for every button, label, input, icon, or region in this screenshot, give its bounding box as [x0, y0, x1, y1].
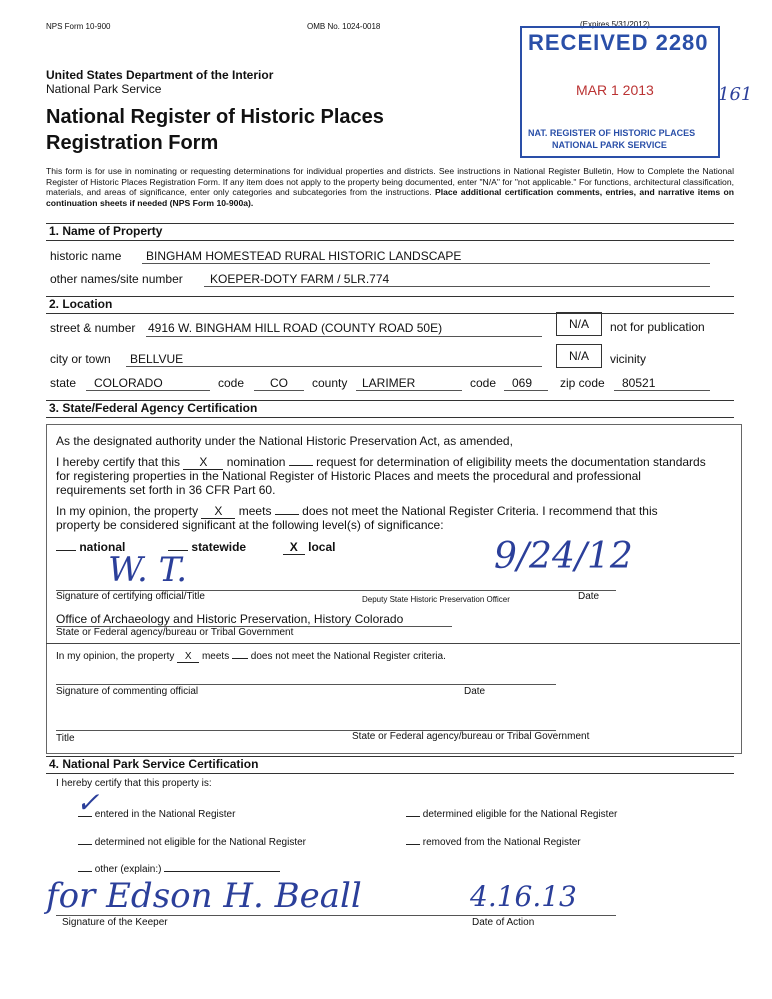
signature-title-label: Signature of certifying official/Title	[56, 591, 205, 602]
section-1-header: 1. Name of Property	[46, 223, 734, 241]
authority-text: As the designated authority under the National Historic Preservation Act, as amended,	[56, 434, 513, 448]
section-2-header: 2. Location	[46, 296, 734, 314]
action-date-hand: 4.16.13	[470, 880, 577, 913]
street-value: 4916 W. BINGHAM HILL ROAD (COUNTY ROAD 50E)	[148, 321, 443, 335]
commenting-signature-label: Signature of commenting official	[56, 686, 199, 697]
other-names-value: KOEPER-DOTY FARM / 5LR.774	[210, 272, 390, 286]
opinion-line-1: In my opinion, the property X meets does not meet the National Register Criteria. I recommend that this	[56, 504, 658, 518]
historic-name-label: historic name	[50, 249, 122, 263]
keeper-signature-label: Signature of the Keeper	[62, 917, 168, 928]
code-label: code	[218, 376, 245, 390]
state-label: state	[50, 376, 77, 390]
agency-label: State or Federal agency/bureau or Tribal Government	[56, 627, 294, 638]
county-code-label: code	[470, 376, 497, 390]
nps-certify-text: I hereby certify that this property is:	[56, 778, 212, 789]
certifying-date-hand: 9/24/12	[494, 536, 633, 577]
zip-value: 80521	[622, 376, 656, 390]
zip-line	[614, 390, 710, 391]
option-removed[interactable]: removed from the National Register	[406, 837, 581, 848]
title-label: Title	[56, 733, 75, 744]
option-entered[interactable]: entered in the National Register	[78, 809, 235, 820]
certify-line-1: I hereby certify that this X nomination request for determination of eligibility meets the documentation standards	[56, 455, 706, 469]
office-name: Office of Archaeology and Historic Preservation, History Colorado	[56, 612, 404, 626]
state-value: COLORADO	[94, 376, 163, 390]
street-line	[146, 336, 542, 337]
code-value: CO	[270, 376, 288, 390]
significance-levels: national statewide X local	[56, 540, 335, 555]
form-title-2: Registration Form	[46, 132, 219, 154]
certify-line-3: requirements set forth in 36 CFR Part 60.	[56, 483, 276, 497]
checkmark-icon: ✓	[76, 786, 100, 819]
page-number-note: 161	[718, 84, 753, 105]
stamp-date: MAR 1 2013	[576, 82, 654, 98]
deputy-title: Deputy State Historic Preservation Officer	[362, 595, 510, 604]
not-for-publication-box: N/A	[556, 312, 602, 336]
date-label: Date	[578, 591, 600, 602]
option-not-eligible[interactable]: determined not eligible for the National Register	[78, 837, 306, 848]
expiration-date: (Expires 5/31/2012)	[580, 20, 650, 29]
state-line	[86, 390, 210, 391]
department: United States Department of the Interior	[46, 68, 274, 82]
city-line	[126, 366, 542, 367]
keeper-signature: for Edson H. Beall	[46, 876, 362, 916]
historic-name-line	[142, 263, 710, 264]
county-value: LARIMER	[362, 376, 416, 390]
omb-number: OMB No. 1024-0018	[307, 22, 381, 31]
action-date-label: Date of Action	[472, 917, 535, 928]
received-stamp	[520, 26, 720, 158]
option-other[interactable]: other (explain:)	[78, 864, 280, 875]
city-label: city or town	[50, 352, 111, 366]
certifying-signature: W. T.	[108, 550, 188, 590]
other-names-line	[204, 286, 710, 287]
stamp-line1: NAT. REGISTER OF HISTORIC PLACES	[528, 128, 696, 138]
form-title-1: National Register of Historic Places	[46, 106, 384, 128]
historic-name-value: BINGHAM HOMESTEAD RURAL HISTORIC LANDSCAPE	[146, 249, 462, 263]
vicinity-box: N/A	[556, 344, 602, 368]
form-number: NPS Form 10-900	[46, 22, 111, 31]
city-value: BELLVUE	[130, 352, 184, 366]
county-label: county	[312, 376, 348, 390]
section-3-header: 3. State/Federal Agency Certification	[46, 400, 734, 418]
keeper-signature-line	[56, 915, 616, 916]
county-line	[356, 390, 462, 391]
commenting-date-label: Date	[464, 686, 486, 697]
county-code-line	[504, 390, 548, 391]
commenting-signature-line	[56, 684, 556, 685]
county-code-value: 069	[512, 376, 533, 390]
vicinity-label: vicinity	[610, 352, 647, 366]
zip-label: zip code	[560, 376, 605, 390]
level-local: local	[308, 540, 336, 554]
section-4-header: 4. National Park Service Certification	[46, 756, 734, 774]
level-statewide: statewide	[191, 540, 247, 554]
instructions: This form is for use in nominating or requesting determinations for individual properties and districts. See instructions in National Register Bulletin, How to Complete the National Register of Historic Places Registration Form. If any item does not apply to the property being documented, enter "N/A" for "not applicable." For functions, architectural classification, materials, and areas of significance, enter only categories and subcategories from the instructions. Place additional certification comments, entries, and narrative items on continuation sheets if needed (NPS Form 10-900a).	[46, 166, 735, 208]
street-label: street & number	[50, 321, 136, 335]
not-for-publication-label: not for publication	[610, 320, 705, 334]
level-national: national	[79, 540, 126, 554]
certify-line-2: for registering properties in the National Register of Historic Places and meets the procedural and professional	[56, 469, 641, 483]
stamp-received: RECEIVED 2280	[528, 30, 709, 55]
other-names-label: other names/site number	[50, 272, 183, 286]
opinion2-line: In my opinion, the property X meets does not meet the National Register criteria.	[56, 651, 446, 662]
service: National Park Service	[46, 82, 162, 96]
option-eligible[interactable]: determined eligible for the National Register	[406, 809, 617, 820]
stamp-line2: NATIONAL PARK SERVICE	[552, 140, 667, 150]
opinion-line-2: property be considered significant at the following level(s) of significance:	[56, 518, 444, 532]
agency2-label: State or Federal agency/bureau or Tribal Government	[352, 731, 590, 742]
code-line	[254, 390, 304, 391]
